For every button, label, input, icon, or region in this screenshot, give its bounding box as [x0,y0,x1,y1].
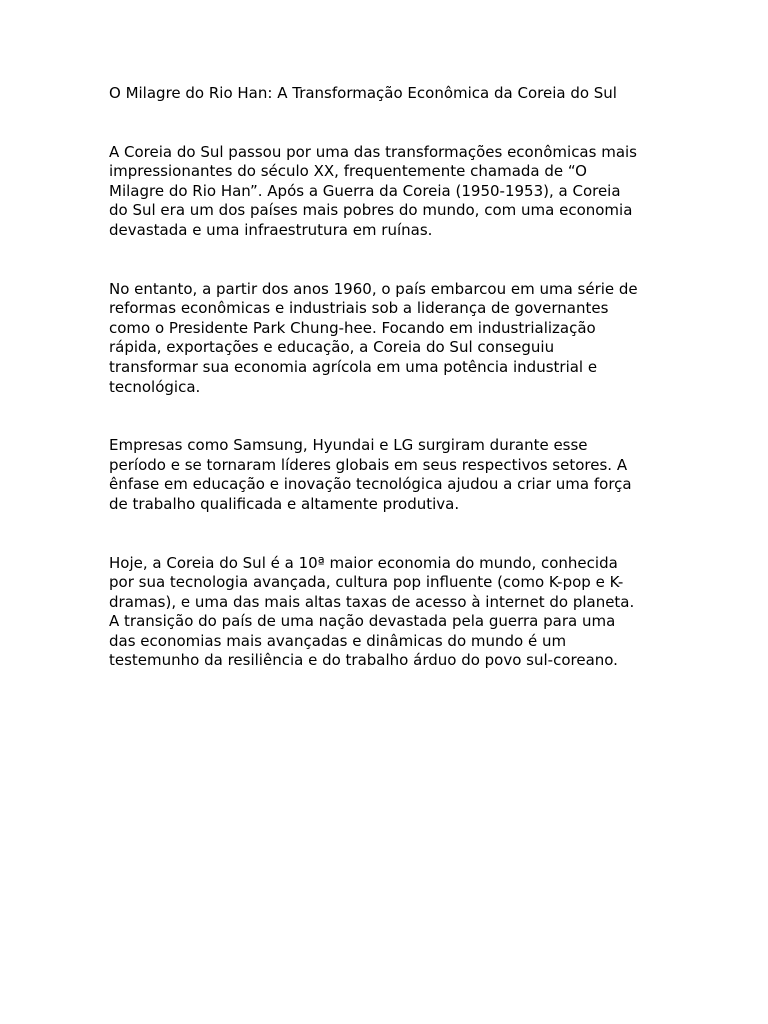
paragraph-line: devastada e uma infraestrutura em ruínas. [109,220,433,239]
paragraph-line: rápida, exportações e educação, a Coreia do Sul conseguiu [109,338,555,357]
paragraph-line: A Coreia do Sul passou por uma das transformações econômicas mais [109,142,637,161]
document-body [109,84,661,671]
paragraph-4 [109,554,661,672]
paragraph-line: do Sul era um dos países mais pobres do mundo, com uma economia [109,201,633,220]
paragraph-line: A transição do país de uma nação devastada pela guerra para uma [109,612,616,631]
paragraph-line: período e se tornaram líderes globais em seus respectivos setores. A [109,455,628,474]
paragraph-line: ênfase em educação e inovação tecnológica ajudou a criar uma força [109,475,632,494]
paragraph-line: Milagre do Rio Han”. Após a Guerra da Coreia (1950-1953), a Coreia [109,181,621,200]
paragraph-line: como o Presidente Park Chung-hee. Focando em industrialização [109,318,596,337]
document-title: O Milagre do Rio Han: A Transformação Econômica da Coreia do Sul [109,84,617,102]
paragraph-3 [109,436,661,514]
paragraph-line: Empresas como Samsung, Hyundai e LG surgiram durante esse [109,436,588,455]
paragraph-2 [109,280,661,398]
paragraph-line: por sua tecnologia avançada, cultura pop influente (como K-pop e K- [109,573,624,592]
paragraph-line: transformar sua economia agrícola em uma potência industrial e [109,357,598,376]
paragraph-line: impressionantes do século XX, frequentemente chamada de “O [109,162,587,181]
paragraph-line: de trabalho qualificada e altamente produtiva. [109,494,460,513]
paragraph-line: das economias mais avançadas e dinâmicas do mundo é um [109,631,567,650]
paragraph-line: dramas), e uma das mais altas taxas de acesso à internet do planeta. [109,592,635,611]
paragraph-line: Hoje, a Coreia do Sul é a 10ª maior economia do mundo, conhecida [109,553,618,572]
paragraph-line: tecnológica. [109,377,201,396]
paragraph-line: No entanto, a partir dos anos 1960, o país embarcou em uma série de [109,279,638,298]
paragraph-line: testemunho da resiliência e do trabalho árduo do povo sul-coreano. [109,651,618,670]
paragraph-1 [109,143,661,241]
paragraph-line: reformas econômicas e industriais sob a liderança de governantes [109,299,609,318]
